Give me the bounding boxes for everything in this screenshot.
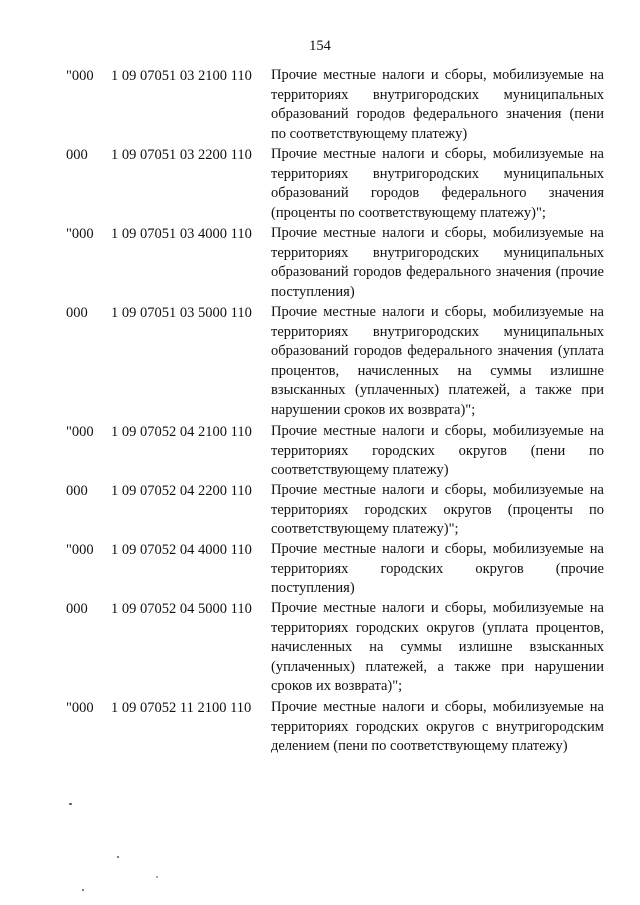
revenue-description: Прочие местные налоги и сборы, мобилизуемые на территориях городских округов с внутригородским делением (пени по соответствующему платежу) <box>271 699 604 754</box>
table-row <box>0 303 640 422</box>
admin-code: "000 <box>66 424 94 440</box>
admin-code: 000 <box>66 601 88 617</box>
table-row <box>0 698 640 777</box>
revenue-code: 1 09 07051 03 4000 110 <box>111 226 252 242</box>
page-number: 154 <box>309 38 331 54</box>
revenue-code: 1 09 07052 04 2100 110 <box>111 424 252 440</box>
admin-code: "000 <box>66 542 94 558</box>
revenue-code: 1 09 07051 03 2100 110 <box>111 68 252 84</box>
admin-code: "000 <box>66 700 94 716</box>
table-row <box>0 145 640 224</box>
revenue-code: 1 09 07052 04 4000 110 <box>111 542 252 558</box>
revenue-description: Прочие местные налоги и сборы, мобилизуемые на территориях городских округов (проценты по соответствующему платежу)"; <box>271 482 604 537</box>
revenue-code: 1 09 07051 03 5000 110 <box>111 305 252 321</box>
admin-code: 000 <box>66 147 88 163</box>
revenue-description: Прочие местные налоги и сборы, мобилизуемые на территориях внутригородских муниципальных образований городов федерального значения (уплата процентов, начисленных на суммы излишне взысканных (уплаченных) платежей, а также при нарушении сроков их возврата)"; <box>271 304 604 418</box>
revenue-code: 1 09 07052 04 5000 110 <box>111 601 252 617</box>
admin-code: "000 <box>66 226 94 242</box>
table-row <box>0 540 640 599</box>
revenue-description: Прочие местные налоги и сборы, мобилизуемые на территориях городских округов (прочие поступления) <box>271 541 604 596</box>
revenue-code: 1 09 07051 03 2200 110 <box>111 147 252 163</box>
revenue-description: Прочие местные налоги и сборы, мобилизуемые на территориях внутригородских муниципальных образований городов федерального значения (пени по соответствующему платежу) <box>271 67 604 142</box>
revenue-description: Прочие местные налоги и сборы, мобилизуемые на территориях внутригородских муниципальных образований городов федерального значения (проценты по соответствующему платежу)"; <box>271 146 604 221</box>
scan-speck <box>156 876 158 878</box>
revenue-description: Прочие местные налоги и сборы, мобилизуемые на территориях внутригородских муниципальных образований городов федерального значения (прочие поступления) <box>271 225 604 300</box>
revenue-description: Прочие местные налоги и сборы, мобилизуемые на территориях городских округов (уплата процентов, начисленных на суммы излишне взысканных (уплаченных) платежей, а также при нарушении сроков их возврата)"; <box>271 600 604 694</box>
scan-speck <box>117 856 119 858</box>
revenue-code-table <box>0 66 640 777</box>
scan-speck <box>82 889 84 891</box>
revenue-description: Прочие местные налоги и сборы, мобилизуемые на территориях городских округов (пени по соответствующему платежу) <box>271 423 604 478</box>
revenue-code: 1 09 07052 11 2100 110 <box>111 700 252 716</box>
revenue-code: 1 09 07052 04 2200 110 <box>111 483 252 499</box>
scan-speck <box>69 803 72 805</box>
table-row <box>0 481 640 540</box>
admin-code: "000 <box>66 68 94 84</box>
table-row <box>0 66 640 145</box>
admin-code: 000 <box>66 305 88 321</box>
table-row <box>0 224 640 303</box>
table-row <box>0 599 640 698</box>
table-row <box>0 422 640 481</box>
admin-code: 000 <box>66 483 88 499</box>
